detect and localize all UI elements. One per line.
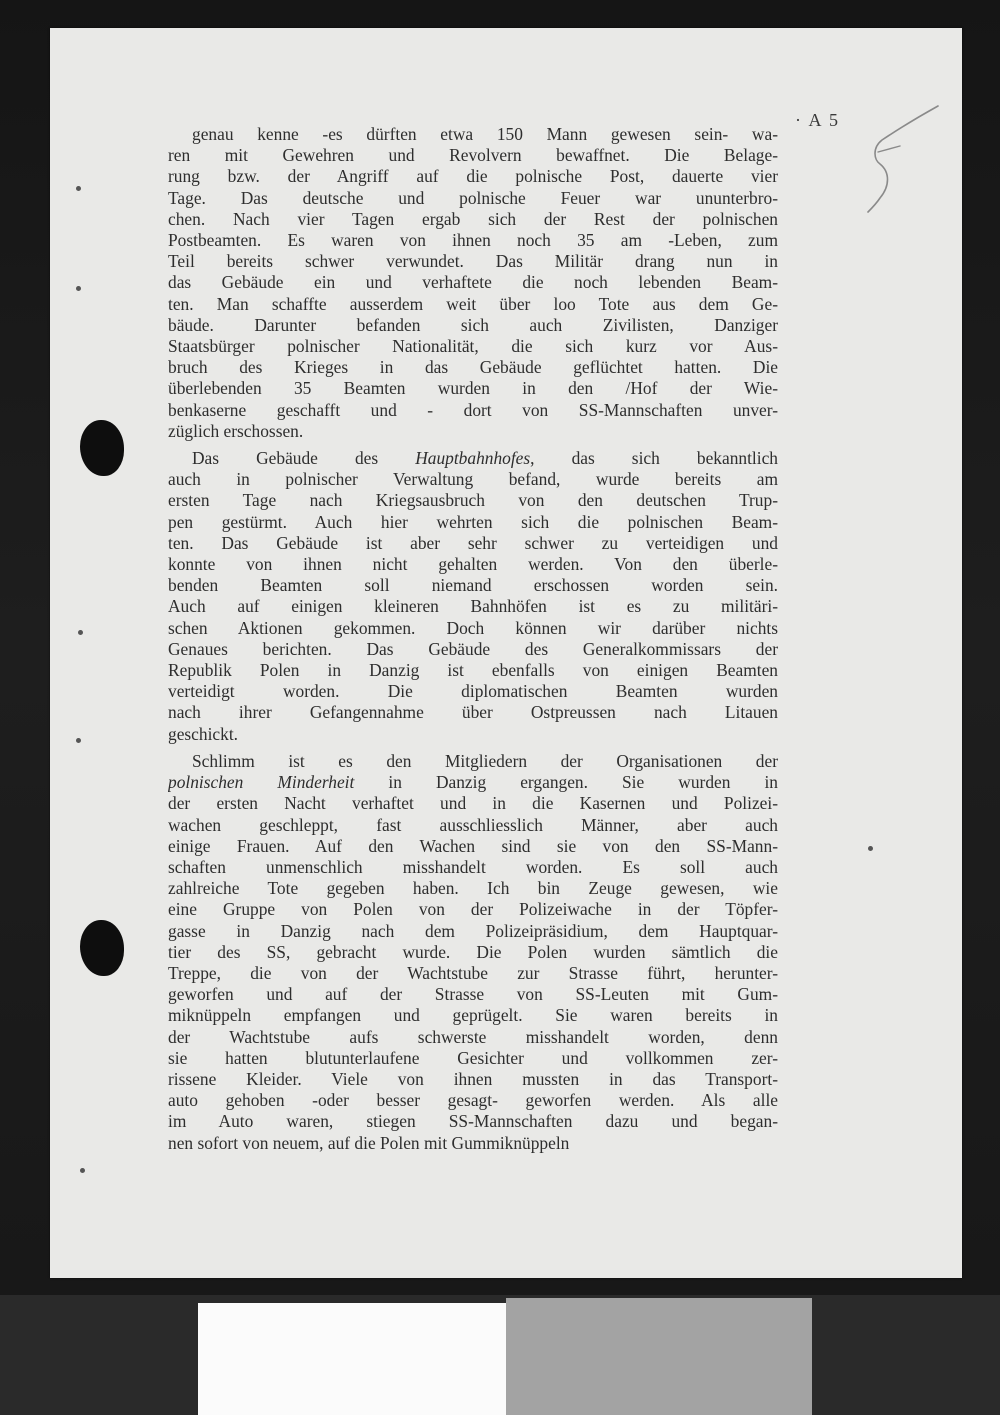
calibration-gray-patch: [506, 1298, 812, 1415]
text-line: genau kenne -es dürften etwa 150 Mann gewesen sein- wa-: [192, 124, 778, 144]
document-text: [168, 124, 778, 1160]
text-line: der Wachtstube aufs schwerste misshandelt worden, denn: [168, 1026, 778, 1047]
text-line: ten. Man schaffte ausserdem weit über loo Tote aus dem Ge-: [168, 293, 778, 314]
text-line: geschickt.: [168, 723, 239, 744]
text-line: auto gehoben -oder besser gesagt- geworfen werden. Als alle: [168, 1090, 778, 1111]
text-line: bruch des Krieges in das Gebäude geflüchtet hatten. Die: [168, 357, 778, 378]
text-line: wachen geschleppt, fast ausschliesslich Männer, aber auch: [168, 814, 778, 835]
text-line: sie hatten blutunterlaufene Gesichter und vollkommen zer-: [168, 1047, 778, 1068]
text-line: tier des SS, gebracht wurde. Die Polen wurden sämtlich die: [168, 941, 778, 962]
text-line: überlebenden 35 Beamten wurden in den /Hof der Wie-: [168, 378, 778, 399]
text-line: rung bzw. der Angriff auf die polnische Post, dauerte vier: [168, 166, 778, 187]
margin-dot: [76, 186, 81, 191]
text-line: im Auto waren, stiegen SS-Mannschaften dazu und began-: [168, 1111, 778, 1132]
margin-dot: [78, 630, 83, 635]
text-line: gasse in Danzig nach dem Polizeipräsidium, dem Hauptquar-: [168, 920, 778, 941]
text-line: ten. Das Gebäude ist aber sehr schwer zu verteidigen und: [168, 532, 778, 553]
text-line: der ersten Nacht verhaftet und in die Kasernen und Polizei-: [168, 793, 778, 814]
text-line: bäude. Darunter befanden sich auch Zivilisten, Danziger: [168, 314, 778, 335]
text-line: schen Aktionen gekommen. Doch können wir darüber nichts: [168, 617, 778, 638]
text-line: einige Frauen. Auf den Wachen sind sie von den SS-Mann-: [168, 835, 778, 856]
punch-hole: [80, 420, 124, 476]
text-line: Schlimm ist es den Mitgliedern der Organisationen der: [192, 750, 778, 771]
margin-dot: [76, 286, 81, 291]
text-line: nen sofort von neuem, auf die Polen mit Gummiknüppeln: [168, 1132, 570, 1153]
punch-hole: [80, 920, 124, 976]
text-line: Republik Polen in Danzig ist ebenfalls von einigen Beamten: [168, 660, 778, 681]
text-line: miknüppeln empfangen und geprügelt. Sie waren bereits in: [168, 1005, 778, 1026]
text-line: ren mit Gewehren und Revolvern bewaffnet. Die Belage-: [168, 145, 778, 166]
text-line: nach ihrer Gefangennahme über Ostpreussen nach Litauen: [168, 702, 778, 723]
margin-dot: [76, 738, 81, 743]
text-line: Postbeamten. Es waren von ihnen noch 35 am -Leben, zum: [168, 230, 778, 251]
text-line: verteidigt worden. Die diplomatischen Beamten wurden: [168, 681, 778, 702]
text-line: pen gestürmt. Auch hier wehrten sich die polnischen Beam-: [168, 511, 778, 532]
paragraph: [168, 124, 778, 442]
text-line: Tage. Das deutsche und polnische Feuer war ununterbro-: [168, 187, 778, 208]
calibration-white-patch: [198, 1303, 506, 1415]
text-line: rissene Kleider. Viele von ihnen mussten in das Transport-: [168, 1068, 778, 1089]
text-line: Treppe, die von der Wachtstube zur Strasse führt, herunter-: [168, 962, 778, 983]
text-line: schaften unmenschlich misshandelt worden. Es soll auch: [168, 856, 778, 877]
text-line: Staatsbürger polnischer Nationalität, die sich kurz vor Aus-: [168, 336, 778, 357]
margin-dot: [868, 846, 873, 851]
pencil-annotation-icon: [860, 100, 940, 230]
text-line: ersten Tage nach Kriegsausbruch von den deutschen Trup-: [168, 490, 778, 511]
paragraph: [168, 448, 778, 745]
text-line: chen. Nach vier Tagen ergab sich der Rest der polnischen: [168, 208, 778, 229]
text-line: Auch auf einigen kleineren Bahnhöfen ist es zu militäri-: [168, 596, 778, 617]
text-line: Das Gebäude des Hauptbahnhofes, das sich bekanntlich: [192, 448, 778, 469]
text-line: eine Gruppe von Polen von der Polizeiwache in der Töpfer-: [168, 899, 778, 920]
text-line: geworfen und auf der Strasse von SS-Leuten mit Gum-: [168, 984, 778, 1005]
text-line: benkaserne geschafft und - dort von SS-Mannschaften unver-: [168, 399, 778, 420]
margin-dot: [80, 1168, 85, 1173]
text-line: züglich erschossen.: [168, 420, 304, 441]
text-line: konnte von ihnen nicht gehalten werden. Von den überle-: [168, 554, 778, 575]
page-number: · A 5: [794, 110, 840, 130]
text-line: Teil bereits schwer verwundet. Das Militär drang nun in: [168, 251, 778, 272]
paragraph: [168, 751, 778, 1154]
text-line: zahlreiche Tote gegeben haben. Ich bin Zeuge gewesen, wie: [168, 878, 778, 899]
text-line: benden Beamten soll niemand erschossen worden sein.: [168, 575, 778, 596]
text-line: Genaues berichten. Das Gebäude des Generalkommissars der: [168, 638, 778, 659]
text-line: auch in polnischer Verwaltung befand, wurde bereits am: [168, 469, 778, 490]
text-line: das Gebäude ein und verhaftete die noch lebenden Beam-: [168, 272, 778, 293]
text-line: polnischen Minderheit in Danzig ergangen. Sie wurden in: [168, 772, 778, 793]
